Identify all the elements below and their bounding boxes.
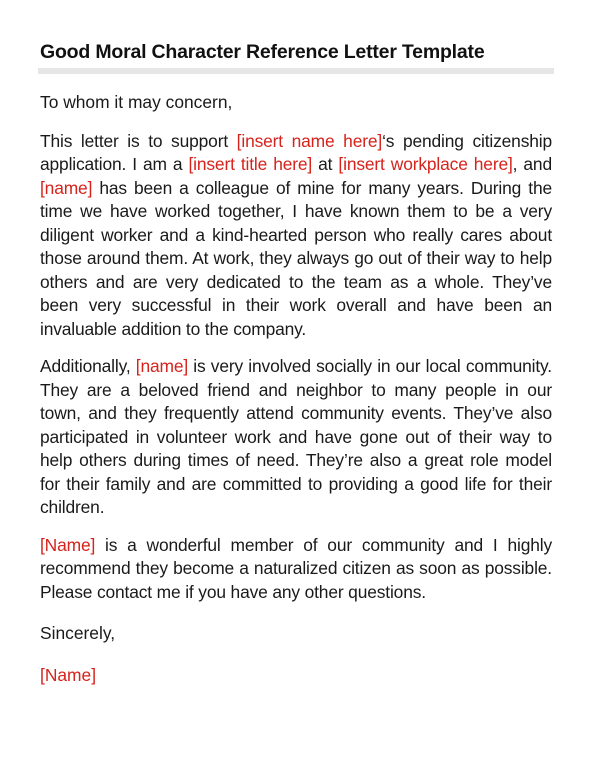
- placeholder-name: [name]: [40, 177, 93, 198]
- document-title: Good Moral Character Reference Letter Template: [40, 41, 485, 63]
- paragraph-3-text-1: is a wonderful member of our community and I highly recommend they become a naturalized citizen as soon as possible. Please contact me if you have any other questions.: [40, 534, 552, 602]
- placeholder-insert-workplace: [insert workplace here]: [338, 154, 513, 174]
- placeholder-name: [name]: [135, 356, 189, 376]
- paragraph-1-text-5: has been a colleague of mine for many years. During the time we have worked together, I have known them to be a very diligent worker and a kind-hearted person who really cares about those around them. At work, they always go out of their way to help others and are very dedicated to the team as a whole. They’ve been very successful in their work overall and have been an invaluable addition to the company.: [40, 177, 552, 339]
- placeholder-insert-title: [insert title here]: [188, 154, 313, 174]
- paragraph-1-text-2: ‘s pending citizenship application. I am a: [40, 130, 553, 174]
- paragraph-2-text-1: Additionally,: [40, 356, 136, 376]
- closing: Sincerely,: [40, 623, 116, 643]
- placeholder-name-capitalized: [Name]: [40, 534, 96, 555]
- paragraph-1-text-1: This letter is to support: [40, 130, 237, 151]
- paragraph-1: [40, 130, 552, 342]
- paragraph-3: [40, 534, 552, 605]
- paragraph-1-text-4: , and: [512, 154, 552, 174]
- signature-placeholder: [Name]: [40, 664, 97, 685]
- title-underline-rule: [38, 68, 554, 74]
- paragraph-2: [40, 355, 552, 520]
- placeholder-insert-name: [insert name here]: [236, 130, 383, 151]
- paragraph-2-text-2: is very involved socially in our local community. They are a beloved friend and neighbor to many people in our town, and they frequently attend community events. They’ve also participated in volunteer work and have gone out of their way to help others during times of need. They’re also a great role model for their family and are committed to providing a good life for their children.: [40, 356, 552, 517]
- paragraph-1-text-3: at: [312, 154, 339, 174]
- salutation: To whom it may concern,: [40, 92, 233, 112]
